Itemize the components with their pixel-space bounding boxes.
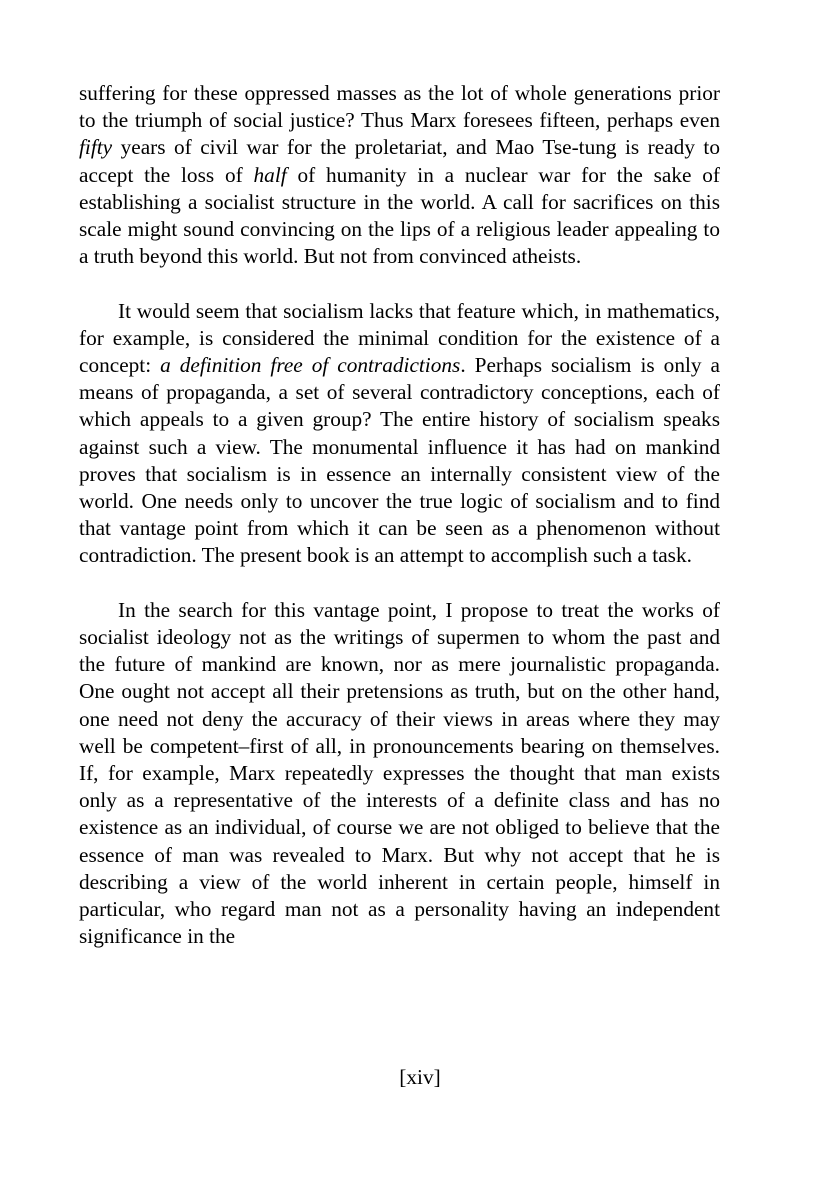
p2-italic-definition: a definition free of contradictions: [160, 353, 461, 378]
p1-text-1: suffering for these oppressed masses as the lot of whole generations prior to the triumph of social justice? Thus Marx foresees fifteen, perhaps even: [79, 81, 720, 133]
p2-text-1: It would seem that socialism lacks that feature which, in mathematics, for example, is considered the minimal condition for the existence of a concept:: [79, 298, 720, 378]
page-number: [xiv]: [399, 1065, 441, 1089]
page-body: [79, 80, 720, 950]
p1-text-3: of humanity in a nuclear war for the sake of establishing a socialist structure in the world. A call for sacrifices on this scale might sound convincing on the lips of a religious leader appealing to a truth beyond this world. But not from convinced atheists.: [79, 162, 721, 269]
paragraph-1: [79, 80, 720, 270]
paragraph-3: [79, 597, 720, 951]
p1-italic-half: half: [253, 162, 287, 187]
p1-text-2: years of civil war for the proletariat, and Mao Tse-tung is ready to accept the loss of: [79, 135, 720, 187]
p3-text-1: In the search for this vantage point, I propose to treat the works of socialist ideology not as the writings of supermen to whom the past and the future of mankind are known, nor as mere journalistic propaganda. One ought not accept all their pretensions as truth, but on the other hand, one need not deny the accuracy of their views in areas where they may well be competent–first of all, in pronouncements bearing on themselves. If, for example, Marx repeatedly expresses the thought that man exists only as a representative of the interests of a definite class and has no existence as an individual, of course we are not obliged to believe that the essence of man was revealed to Marx. But why not accept that he is describing a view of the world inherent in certain people, himself in particular, who regard man not as a personality having an independent significance in the: [79, 597, 720, 949]
p2-text-2: . Perhaps socialism is only a means of propaganda, a set of several contradictory conceptions, each of which appeals to a given group? The entire history of socialism speaks against such a view. The monumental influence it has had on mankind proves that socialism is in essence an internally consistent view of the world. One needs only to uncover the true logic of socialism and to find that vantage point from which it can be seen as a phenomenon without contradiction. The present book is an attempt to accomplish such a task.: [79, 353, 720, 568]
paragraph-2: [79, 298, 720, 570]
p1-italic-fifty: fifty: [79, 135, 113, 160]
